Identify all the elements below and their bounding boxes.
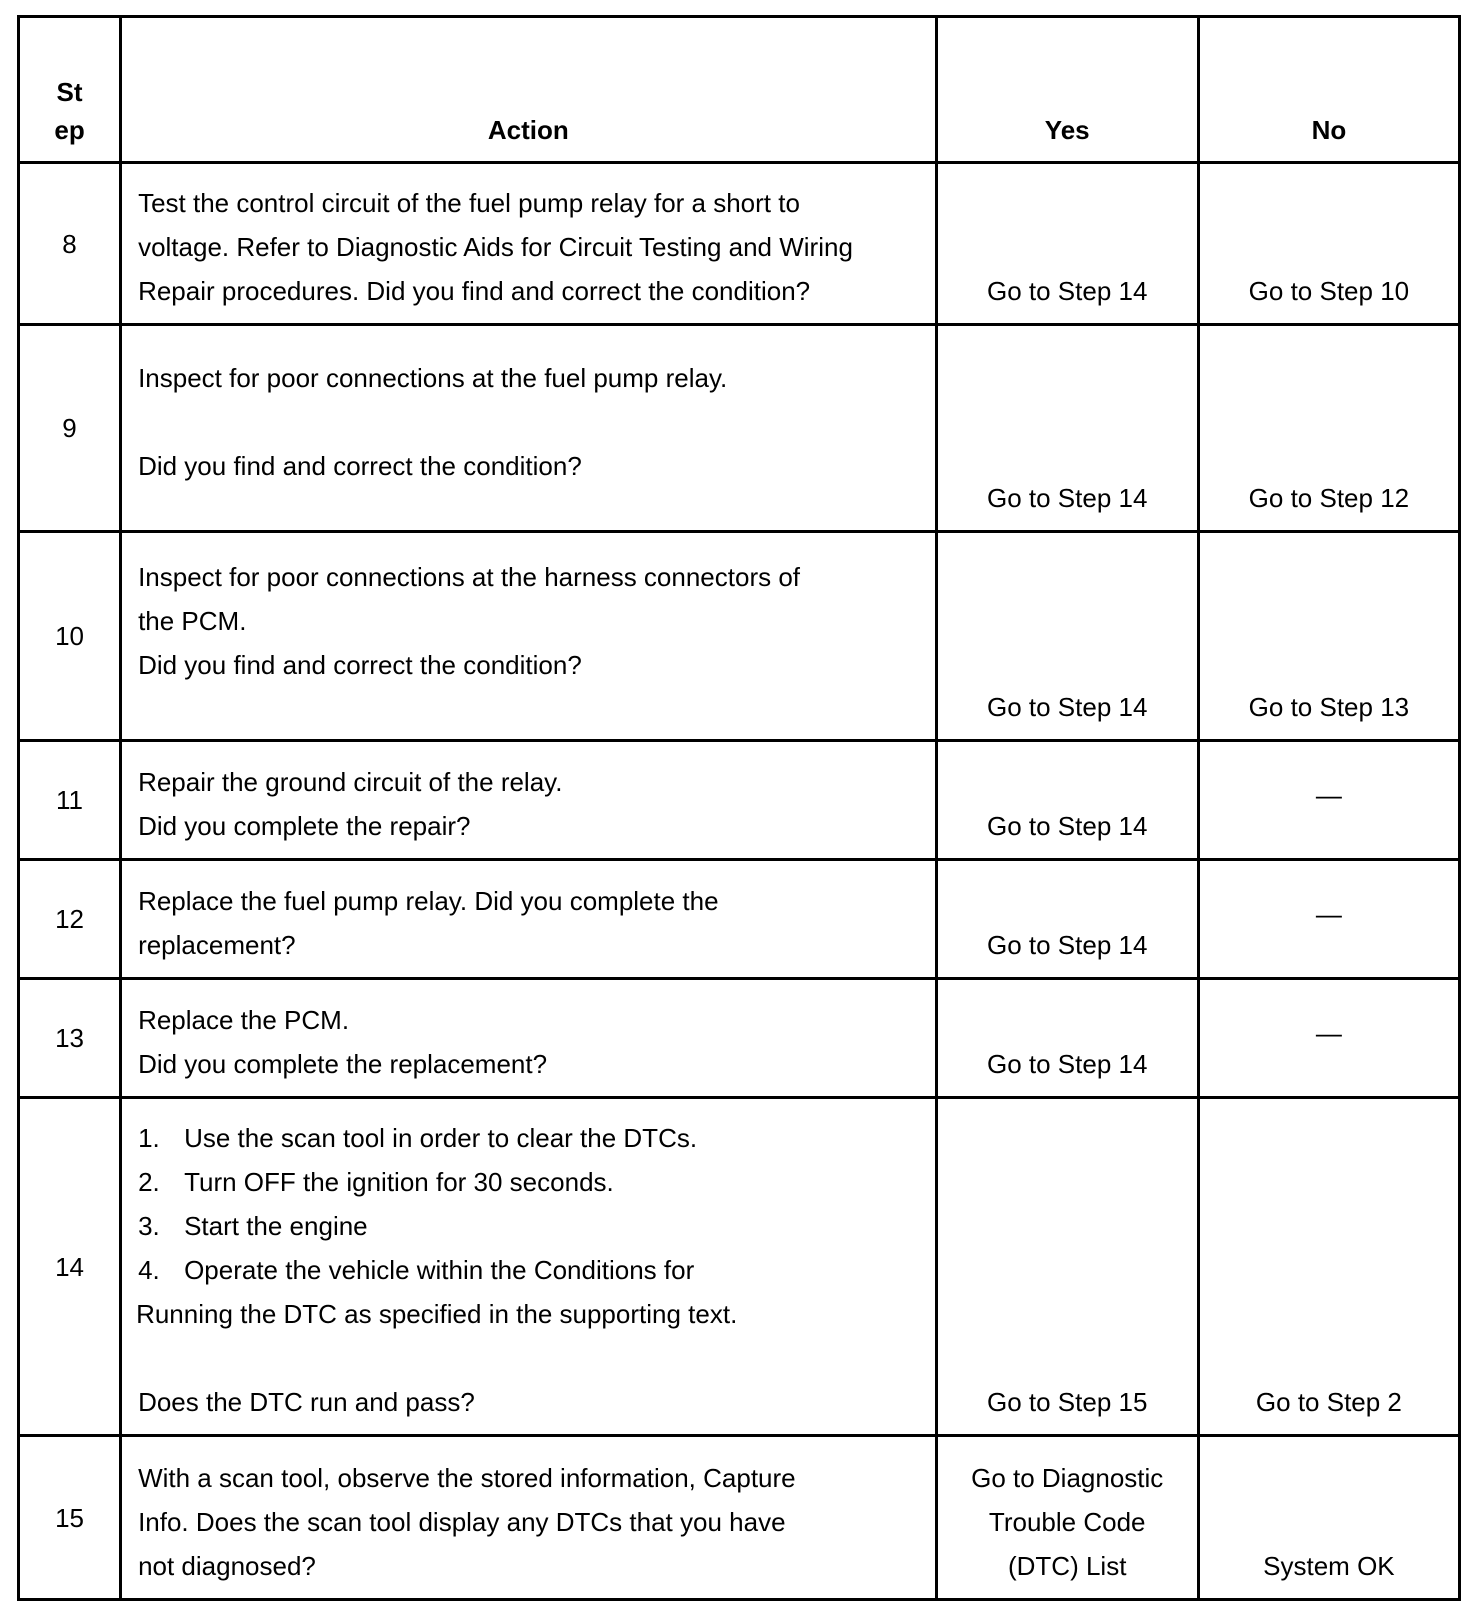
list-item	[138, 1160, 927, 1204]
action-line: Inspect for poor connections at the fuel pump relay.	[138, 363, 728, 393]
list-number: 4.	[138, 1255, 160, 1285]
step-number: 14	[19, 1098, 121, 1436]
action-question: Does the DTC run and pass?	[138, 1387, 475, 1417]
step-number: 8	[19, 163, 121, 325]
action-cell	[121, 1436, 937, 1600]
yes-line: Go to Diagnostic	[971, 1463, 1164, 1493]
spacer	[138, 400, 927, 444]
action-line: voltage. Refer to Diagnostic Aids for Circuit Testing and Wiring	[138, 232, 853, 262]
yes-cell	[936, 1436, 1198, 1600]
no-cell: —	[1198, 979, 1459, 1098]
action-line: Info. Does the scan tool display any DTCs that you have	[138, 1507, 786, 1537]
action-line: Did you complete the repair?	[138, 811, 471, 841]
table-row	[19, 741, 1460, 860]
step-number: 12	[19, 860, 121, 979]
yes-cell: Go to Step 14	[936, 860, 1198, 979]
action-line: With a scan tool, observe the stored information, Capture	[138, 1463, 796, 1493]
action-line: Test the control circuit of the fuel pump relay for a short to	[138, 188, 800, 218]
no-cell: System OK	[1198, 1436, 1459, 1600]
step-number: 13	[19, 979, 121, 1098]
list-text: Use the scan tool in order to clear the DTCs.	[184, 1123, 698, 1153]
action-line: Running the DTC as specified in the supporting text.	[136, 1299, 738, 1329]
header-yes: Yes	[936, 17, 1198, 163]
yes-line: Trouble Code	[988, 1507, 1146, 1537]
action-line: replacement?	[138, 930, 296, 960]
header-step	[19, 17, 121, 163]
action-line: Replace the PCM.	[138, 1005, 350, 1035]
table-header-row	[19, 17, 1460, 163]
table-row	[19, 1436, 1460, 1600]
table-row	[19, 979, 1460, 1098]
no-cell: Go to Step 12	[1198, 325, 1459, 532]
action-cell	[121, 325, 937, 532]
action-line: not diagnosed?	[138, 1551, 316, 1581]
no-cell: —	[1198, 860, 1459, 979]
yes-cell: Go to Step 14	[936, 979, 1198, 1098]
list-item	[138, 1116, 927, 1160]
action-cell	[121, 532, 937, 741]
yes-cell: Go to Step 14	[936, 741, 1198, 860]
yes-cell: Go to Step 14	[936, 163, 1198, 325]
list-text: Start the engine	[184, 1211, 368, 1241]
table-row	[19, 860, 1460, 979]
list-text: Turn OFF the ignition for 30 seconds.	[184, 1167, 614, 1197]
header-step-line1: St	[56, 77, 83, 107]
header-no: No	[1198, 17, 1459, 163]
list-item	[138, 1248, 927, 1292]
action-cell	[121, 979, 937, 1098]
yes-cell: Go to Step 14	[936, 325, 1198, 532]
table-row	[19, 163, 1460, 325]
table-row	[19, 1098, 1460, 1436]
action-cell	[121, 741, 937, 860]
action-line: Replace the fuel pump relay. Did you complete the	[138, 886, 719, 916]
list-number: 1.	[138, 1123, 160, 1153]
step-number: 15	[19, 1436, 121, 1600]
action-cell	[121, 860, 937, 979]
step-number: 11	[19, 741, 121, 860]
action-line: Did you find and correct the condition?	[138, 451, 582, 481]
action-line: Repair procedures. Did you find and correct the condition?	[138, 276, 811, 306]
no-cell: Go to Step 13	[1198, 532, 1459, 741]
yes-cell: Go to Step 14	[936, 532, 1198, 741]
step-number: 9	[19, 325, 121, 532]
table-row	[19, 532, 1460, 741]
list-number: 2.	[138, 1167, 160, 1197]
list-number: 3.	[138, 1211, 160, 1241]
no-cell: —	[1198, 741, 1459, 860]
list-text: Operate the vehicle within the Conditions for	[184, 1255, 695, 1285]
header-action: Action	[121, 17, 937, 163]
spacer	[138, 1336, 927, 1380]
table-row	[19, 325, 1460, 532]
action-line: Did you find and correct the condition?	[138, 650, 582, 680]
step-number: 10	[19, 532, 121, 741]
action-line: Did you complete the replacement?	[138, 1049, 548, 1079]
yes-cell: Go to Step 15	[936, 1098, 1198, 1436]
action-cell	[121, 163, 937, 325]
action-cell	[121, 1098, 937, 1436]
list-item	[138, 1204, 927, 1248]
action-line: the PCM.	[138, 606, 247, 636]
no-cell: Go to Step 2	[1198, 1098, 1459, 1436]
header-step-line2: ep	[54, 115, 85, 145]
no-cell: Go to Step 10	[1198, 163, 1459, 325]
yes-line: (DTC) List	[1007, 1551, 1127, 1581]
action-line: Inspect for poor connections at the harness connectors of	[138, 562, 801, 592]
diagnostic-table	[17, 15, 1461, 1601]
action-line: Repair the ground circuit of the relay.	[138, 767, 563, 797]
